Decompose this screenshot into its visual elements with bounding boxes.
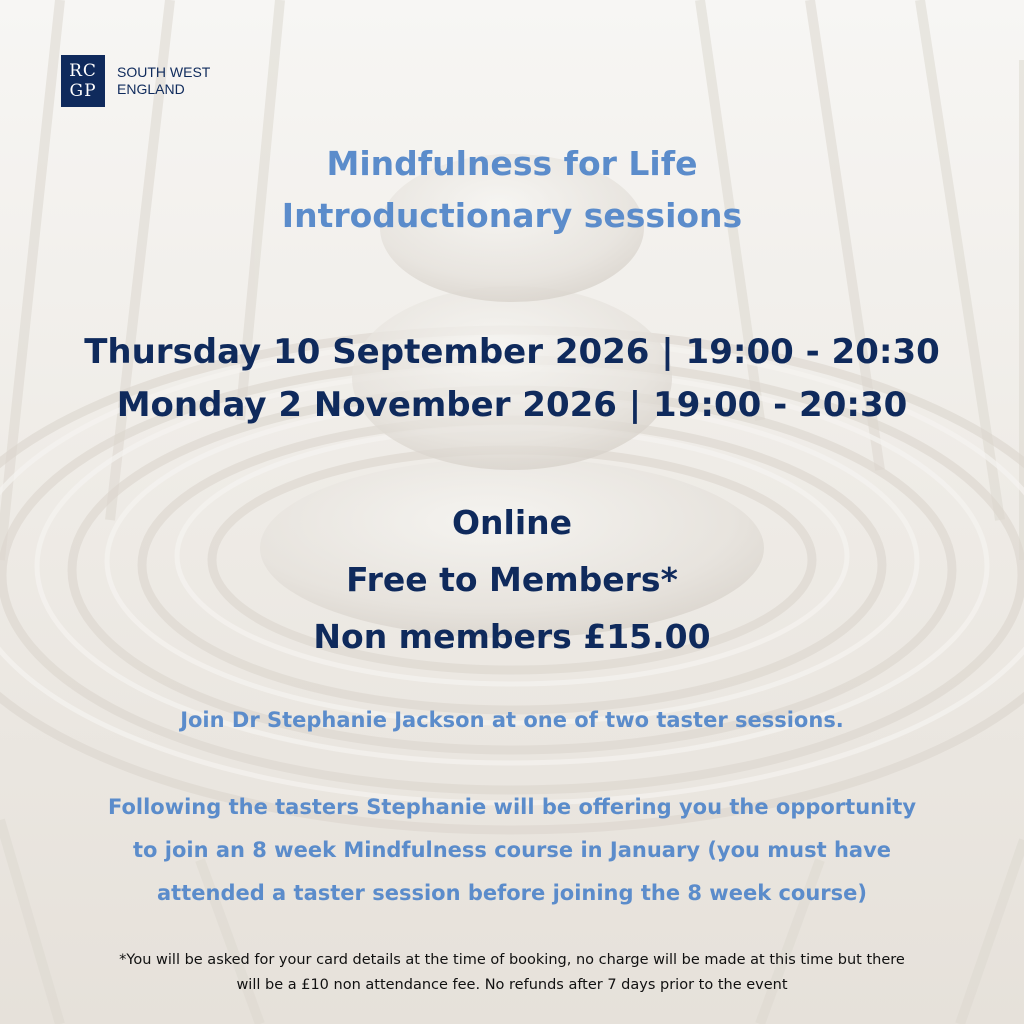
course-description <box>0 786 1024 915</box>
member-price: Free to Members* <box>346 560 678 599</box>
footnote <box>0 948 1024 998</box>
session-date-2: Monday 2 November 2026 | 19:00 - 20:30 <box>116 385 908 425</box>
rcgp-logo <box>61 55 210 107</box>
logo-mark-line1: RC <box>69 61 97 81</box>
event-title <box>0 138 1024 242</box>
intro-text <box>0 704 1024 736</box>
region-name <box>117 64 210 98</box>
region-line1: SOUTH WEST <box>117 64 211 80</box>
location-text: Online <box>451 503 573 542</box>
session-date-1: Thursday 10 September 2026 | 19:00 - 20:30 <box>84 332 940 372</box>
region-line2: ENGLAND <box>117 81 185 97</box>
footnote-line1: *You will be asked for your card details at the time of booking, no charge will be made at this time but there <box>119 952 905 968</box>
description-line3: attended a taster session before joining the 8 week course) <box>157 881 867 905</box>
non-member-price: Non members £15.00 <box>313 617 711 656</box>
footnote-line2: will be a £10 non attendance fee. No refunds after 7 days prior to the event <box>236 977 788 993</box>
rcgp-logo-mark <box>61 55 105 107</box>
title-line1: Mindfulness for Life <box>326 144 698 183</box>
logo-mark-line2: GP <box>69 81 97 101</box>
session-dates <box>0 326 1024 432</box>
pricing-info <box>0 494 1024 665</box>
intro-line: Join Dr Stephanie Jackson at one of two taster sessions. <box>180 708 844 732</box>
title-line2: Introductionary sessions <box>281 196 743 235</box>
description-line1: Following the tasters Stephanie will be offering you the opportunity <box>107 795 917 819</box>
description-line2: to join an 8 week Mindfulness course in January (you must have <box>132 838 892 862</box>
